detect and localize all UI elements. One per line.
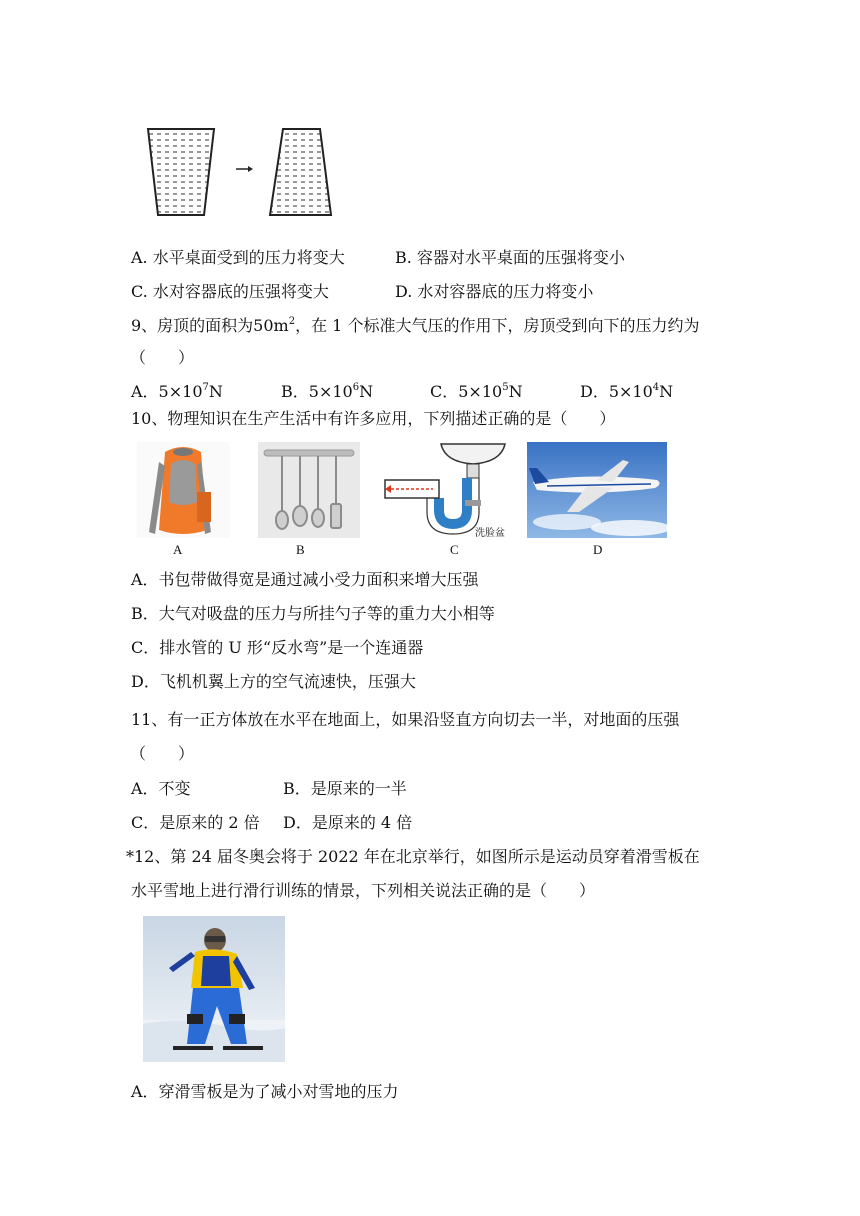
q12-stem-line2: 水平雪地上进行滑行训练的情景，下列相关说法正确的是（ ）: [131, 881, 596, 900]
sink-drain-image: [383, 440, 509, 538]
image-label-d: D: [593, 542, 603, 557]
q11-option-b: B．是原来的一半: [283, 779, 407, 798]
q11-stem-line2: （ ）: [130, 744, 195, 763]
sink-label: 洗脸盆: [475, 528, 505, 538]
q11-option-c: C．是原来的 2 倍: [131, 813, 260, 832]
q8-option-d: D. 水对容器底的压力将变小: [395, 282, 594, 301]
q11-option-a: A．不变: [131, 779, 191, 798]
q9-option-b: B．$5\times 10^6N$: [281, 381, 374, 401]
q10-option-c: C．排水管的 U 形“反水弯”是一个连通器: [131, 638, 424, 657]
skier-image: [143, 916, 285, 1062]
q9-option-d: D．$5\times 10^4N$: [580, 381, 674, 401]
container-before: [148, 129, 214, 215]
q10-option-d: D．飞机机翼上方的空气流速快，压强大: [131, 672, 416, 691]
q12-option-a: A．穿滑雪板是为了减小对雪地的压力: [131, 1082, 399, 1101]
image-label-c: C: [450, 542, 459, 557]
container-after: [270, 129, 331, 215]
q8-option-b: B. 容器对水平桌面的压强将变小: [395, 248, 625, 267]
image-label-a: A: [173, 542, 183, 557]
q10-stem: 10、物理知识在生产生活中有许多应用，下列描述正确的是（ ）: [131, 409, 616, 428]
q8-option-a: A. 水平桌面受到的压力将变大: [131, 248, 345, 267]
backpack-image: [137, 442, 230, 538]
suction-hook-image: [258, 442, 360, 538]
q9-stem-line1: 9、房顶的面积为$50m^2$，在 1 个标准大气压的作用下，房顶受到向下的压力约为: [131, 315, 700, 335]
airplane-image: [527, 442, 667, 538]
q8-option-c: C. 水对容器底的压强将变大: [131, 282, 329, 301]
image-label-b: B: [296, 542, 305, 557]
q11-option-d: D．是原来的 4 倍: [283, 813, 413, 832]
q12-stem-line1: *12、第 24 届冬奥会将于 2022 年在北京举行，如图所示是运动员穿着滑雪板在: [126, 847, 700, 866]
q10-option-a: A．书包带做得宽是通过减小受力面积来增大压强: [131, 570, 479, 589]
q9-option-c: C．$5\times 10^5N$: [430, 381, 523, 401]
q9-stem-line2: （ ）: [130, 348, 195, 367]
container-figure: [140, 125, 360, 220]
q10-option-b: B．大气对吸盘的压力与所挂勺子等的重力大小相等: [131, 604, 495, 623]
q9-option-a: A．$5\times 10^7N$: [131, 381, 223, 401]
q11-stem-line1: 11、有一正方体放在水平在地面上，如果沿竖直方向切去一半，对地面的压强: [131, 710, 680, 729]
